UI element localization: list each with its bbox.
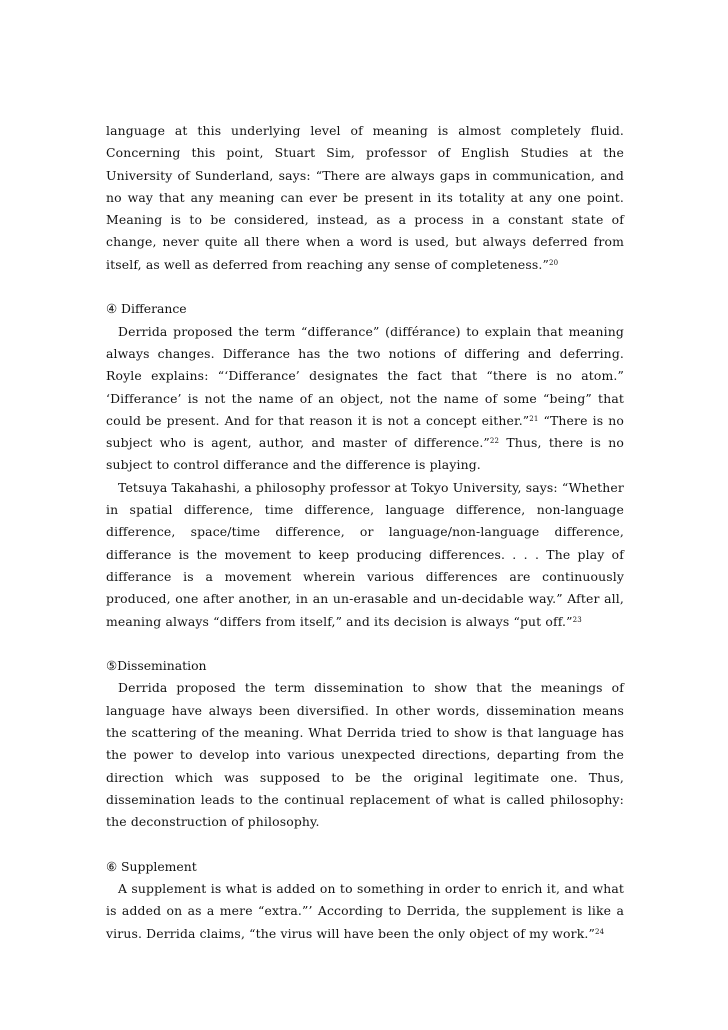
section-gap — [106, 276, 624, 298]
section-gap — [106, 834, 624, 856]
footnote-ref-22: 22 — [489, 437, 500, 446]
paragraph-takahashi: Tetsuya Takahashi, a philosophy professor at Tokyo University, says: “Whether in spatial difference, time difference, language difference, non-language difference, space/time difference, or language/non-language difference, differance is the movement to keep producing differences. . . . The play of differance is a movement wherein various differences are continuously produced, one after another, in an un-erasable and un-decidable way.” After all, meaning always “differs from itself,” and its decision is always “put off.”$^{23}$ — [106, 479, 624, 629]
footnote-ref-21: 21 — [529, 414, 539, 423]
section-heading-supplement: ⑥ Supplement — [106, 858, 197, 874]
section-gap — [106, 633, 624, 655]
document-page — [106, 120, 624, 945]
section-heading-differance: ④ Differance — [106, 301, 187, 317]
footnote-ref-23: 23 — [572, 615, 582, 624]
footnote-ref-24: 24 — [594, 927, 605, 936]
paragraph-differance: Derrida proposed the term “differance” (différance) to explain that meaning always changes. Differance has the two notions of differing and deferring. Royle explains: “‘Differance’ designates the fact that “there is no atom.” ‘Differance’ is not the name of an object, not the name of some “being” that could be present. And for that reason it is not a concept either.”$^{21}$ “There is no subject who is agent, author, and master of difference.”$^{22}$ Thus, there is no subject to control differance and the difference is playing. — [106, 323, 624, 473]
footnote-ref-20: 20 — [549, 258, 559, 267]
paragraph-sim-quote: language at this underlying level of meaning is almost completely fluid. Concerning this point, Stuart Sim, professor of English Studies at the University of Sunderland, says: “There are always gaps in communication, and no way that any meaning can ever be present in its totality at any one point. Meaning is to be considered, instead, as a process in a constant state of change, never quite all there when a word is used, but always deferred from itself, as well as deferred from reaching any sense of completeness.”$^{20}$ — [106, 123, 624, 272]
paragraph-dissemination: Derrida proposed the term dissemination to show that the meanings of language have always been diversified. In other words, dissemination means the scattering of the meaning. What Derrida tried to show is that language has the power to develop into various unexpected directions, departing from the direction which was supposed to be the original legitimate one. Thus, dissemination leads to the continual replacement of what is called philosophy: the deconstruction of philosophy. — [106, 680, 624, 830]
paragraph-supplement: A supplement is what is added on to something in order to enrich it, and what is added on as a mere “extra.”’ According to Derrida, the supplement is like a virus. Derrida claims, “the virus will have been the only object of my work.”$^{24}$ — [106, 881, 624, 941]
section-heading-dissemination: ⑤Dissemination — [106, 658, 207, 674]
